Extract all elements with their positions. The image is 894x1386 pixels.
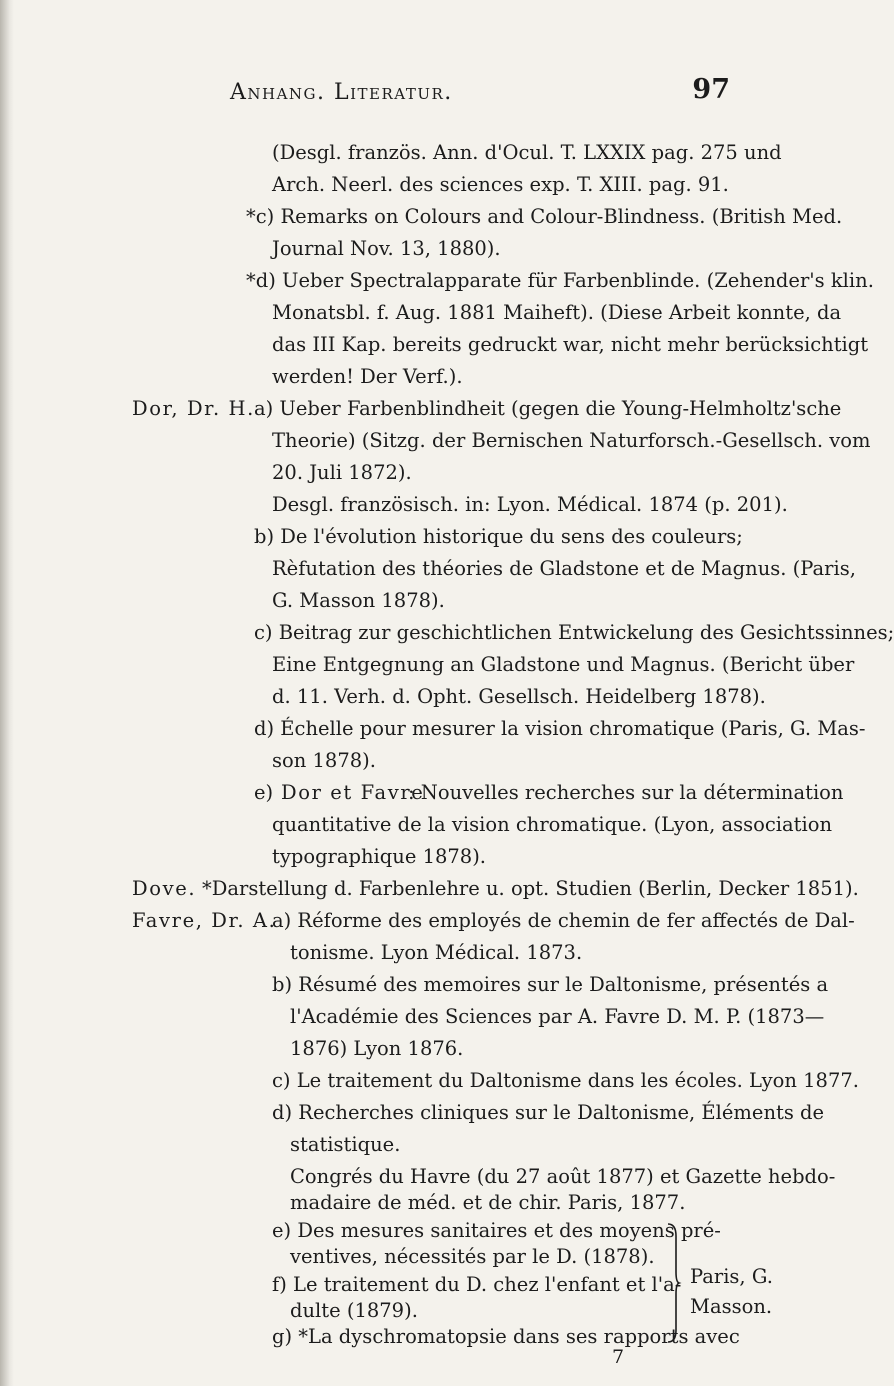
author-name-dor-favre: Dor et Favre <box>281 781 425 804</box>
text-line: 20. Juli 1872). <box>272 461 412 484</box>
text-line: madaire de méd. et de chir. Paris, 1877. <box>290 1191 686 1214</box>
text-line: Monatsbl. f. Aug. 1881 Maiheft). (Diese Arbeit konnte, da <box>272 301 842 324</box>
text-line: son 1878). <box>272 749 376 772</box>
text-line: Desgl. französisch. in: Lyon. Médical. 1874 (p. 201). <box>272 493 788 516</box>
text-line: d. 11. Verh. d. Opht. Gesellsch. Heidelberg 1878). <box>272 685 766 708</box>
text-line: d) Échelle pour mesurer la vision chromatique (Paris, G. Mas- <box>254 717 866 740</box>
text-line: Journal Nov. 13, 1880). <box>272 237 501 260</box>
page-gutter-shadow <box>0 0 14 1386</box>
text-line: c) Beitrag zur geschichtlichen Entwickelung des Gesichtssinnes; <box>254 621 894 644</box>
text-line: *c) Remarks on Colours and Colour-Blindness. (British Med. <box>246 205 843 228</box>
text-line: Congrés du Havre (du 27 août 1877) et Gazette hebdo- <box>290 1165 836 1188</box>
text-line: b) Résumé des memoires sur le Daltonisme, présentés a <box>272 973 829 996</box>
text-line: Rèfutation des théories de Gladstone et de Magnus. (Paris, <box>272 557 856 580</box>
text-line: l'Académie des Sciences par A. Favre D. M. P. (1873— <box>290 1005 825 1028</box>
text-line: b) De l'évolution historique du sens des couleurs; <box>254 525 743 548</box>
text-line: a) Ueber Farbenblindheit (gegen die Young-Helmholtz'sche <box>254 397 842 420</box>
right-brace-icon <box>666 1218 680 1348</box>
text-line: e) <box>254 781 274 804</box>
text-line: *Darstellung d. Farbenlehre u. opt. Studien (Berlin, Decker 1851). <box>202 877 859 900</box>
text-line: ventives, nécessités par le D. (1878). <box>290 1245 655 1268</box>
text-line: statistique. <box>290 1133 401 1156</box>
running-header <box>230 74 730 114</box>
text-line: *d) Ueber Spectralapparate für Farbenblinde. (Zehender's klin. <box>246 269 874 292</box>
running-header-title: Anhang. Literatur. <box>230 80 453 105</box>
text-line: quantitative de la vision chromatique. (Lyon, association <box>272 813 833 836</box>
text-line: Eine Entgegnung an Gladstone und Magnus. (Bericht über <box>272 653 855 676</box>
author-name-favre: Favre, Dr. A. <box>132 909 277 932</box>
text-line: d) Recherches cliniques sur le Daltonisme, Éléments de <box>272 1101 825 1124</box>
page-number: 97 <box>692 74 730 105</box>
text-line: Arch. Neerl. des sciences exp. T. XIII. pag. 91. <box>272 173 729 196</box>
text-line: : Nouvelles recherches sur la détermination <box>408 781 844 804</box>
text-line: dulte (1879). <box>290 1299 418 1322</box>
publisher-line-2: Masson. <box>690 1295 773 1318</box>
publisher-line-1: Paris, G. <box>690 1265 773 1288</box>
text-line: g) *La dyschromatopsie dans ses rapports avec <box>272 1325 740 1348</box>
text-line: das III Kap. bereits gedruckt war, nicht mehr berücksichtigt <box>272 333 869 356</box>
text-line: tonisme. Lyon Médical. 1873. <box>290 941 583 964</box>
text-line: f) Le traitement du D. chez l'enfant et l'a- <box>272 1273 682 1296</box>
text-line: e) Des mesures sanitaires et des moyens pré- <box>272 1219 721 1242</box>
author-name-dor: Dor, Dr. H. <box>132 397 255 420</box>
text-line: Theorie) (Sitzg. der Bernischen Naturforsch.-Gesellsch. vom <box>272 429 871 452</box>
text-line: typographique 1878). <box>272 845 486 868</box>
text-line: (Desgl. französ. Ann. d'Ocul. T. LXXIX pag. 275 und <box>272 141 782 164</box>
author-name-dove: Dove. <box>132 877 197 900</box>
signature-mark: 7 <box>612 1346 625 1368</box>
text-line: G. Masson 1878). <box>272 589 445 612</box>
text-line: werden! Der Verf.). <box>272 365 463 388</box>
text-line: 1876) Lyon 1876. <box>290 1037 464 1060</box>
text-line: c) Le traitement du Daltonisme dans les écoles. Lyon 1877. <box>272 1069 859 1092</box>
text-line: a) Réforme des employés de chemin de fer affectés de Dal- <box>272 909 855 932</box>
